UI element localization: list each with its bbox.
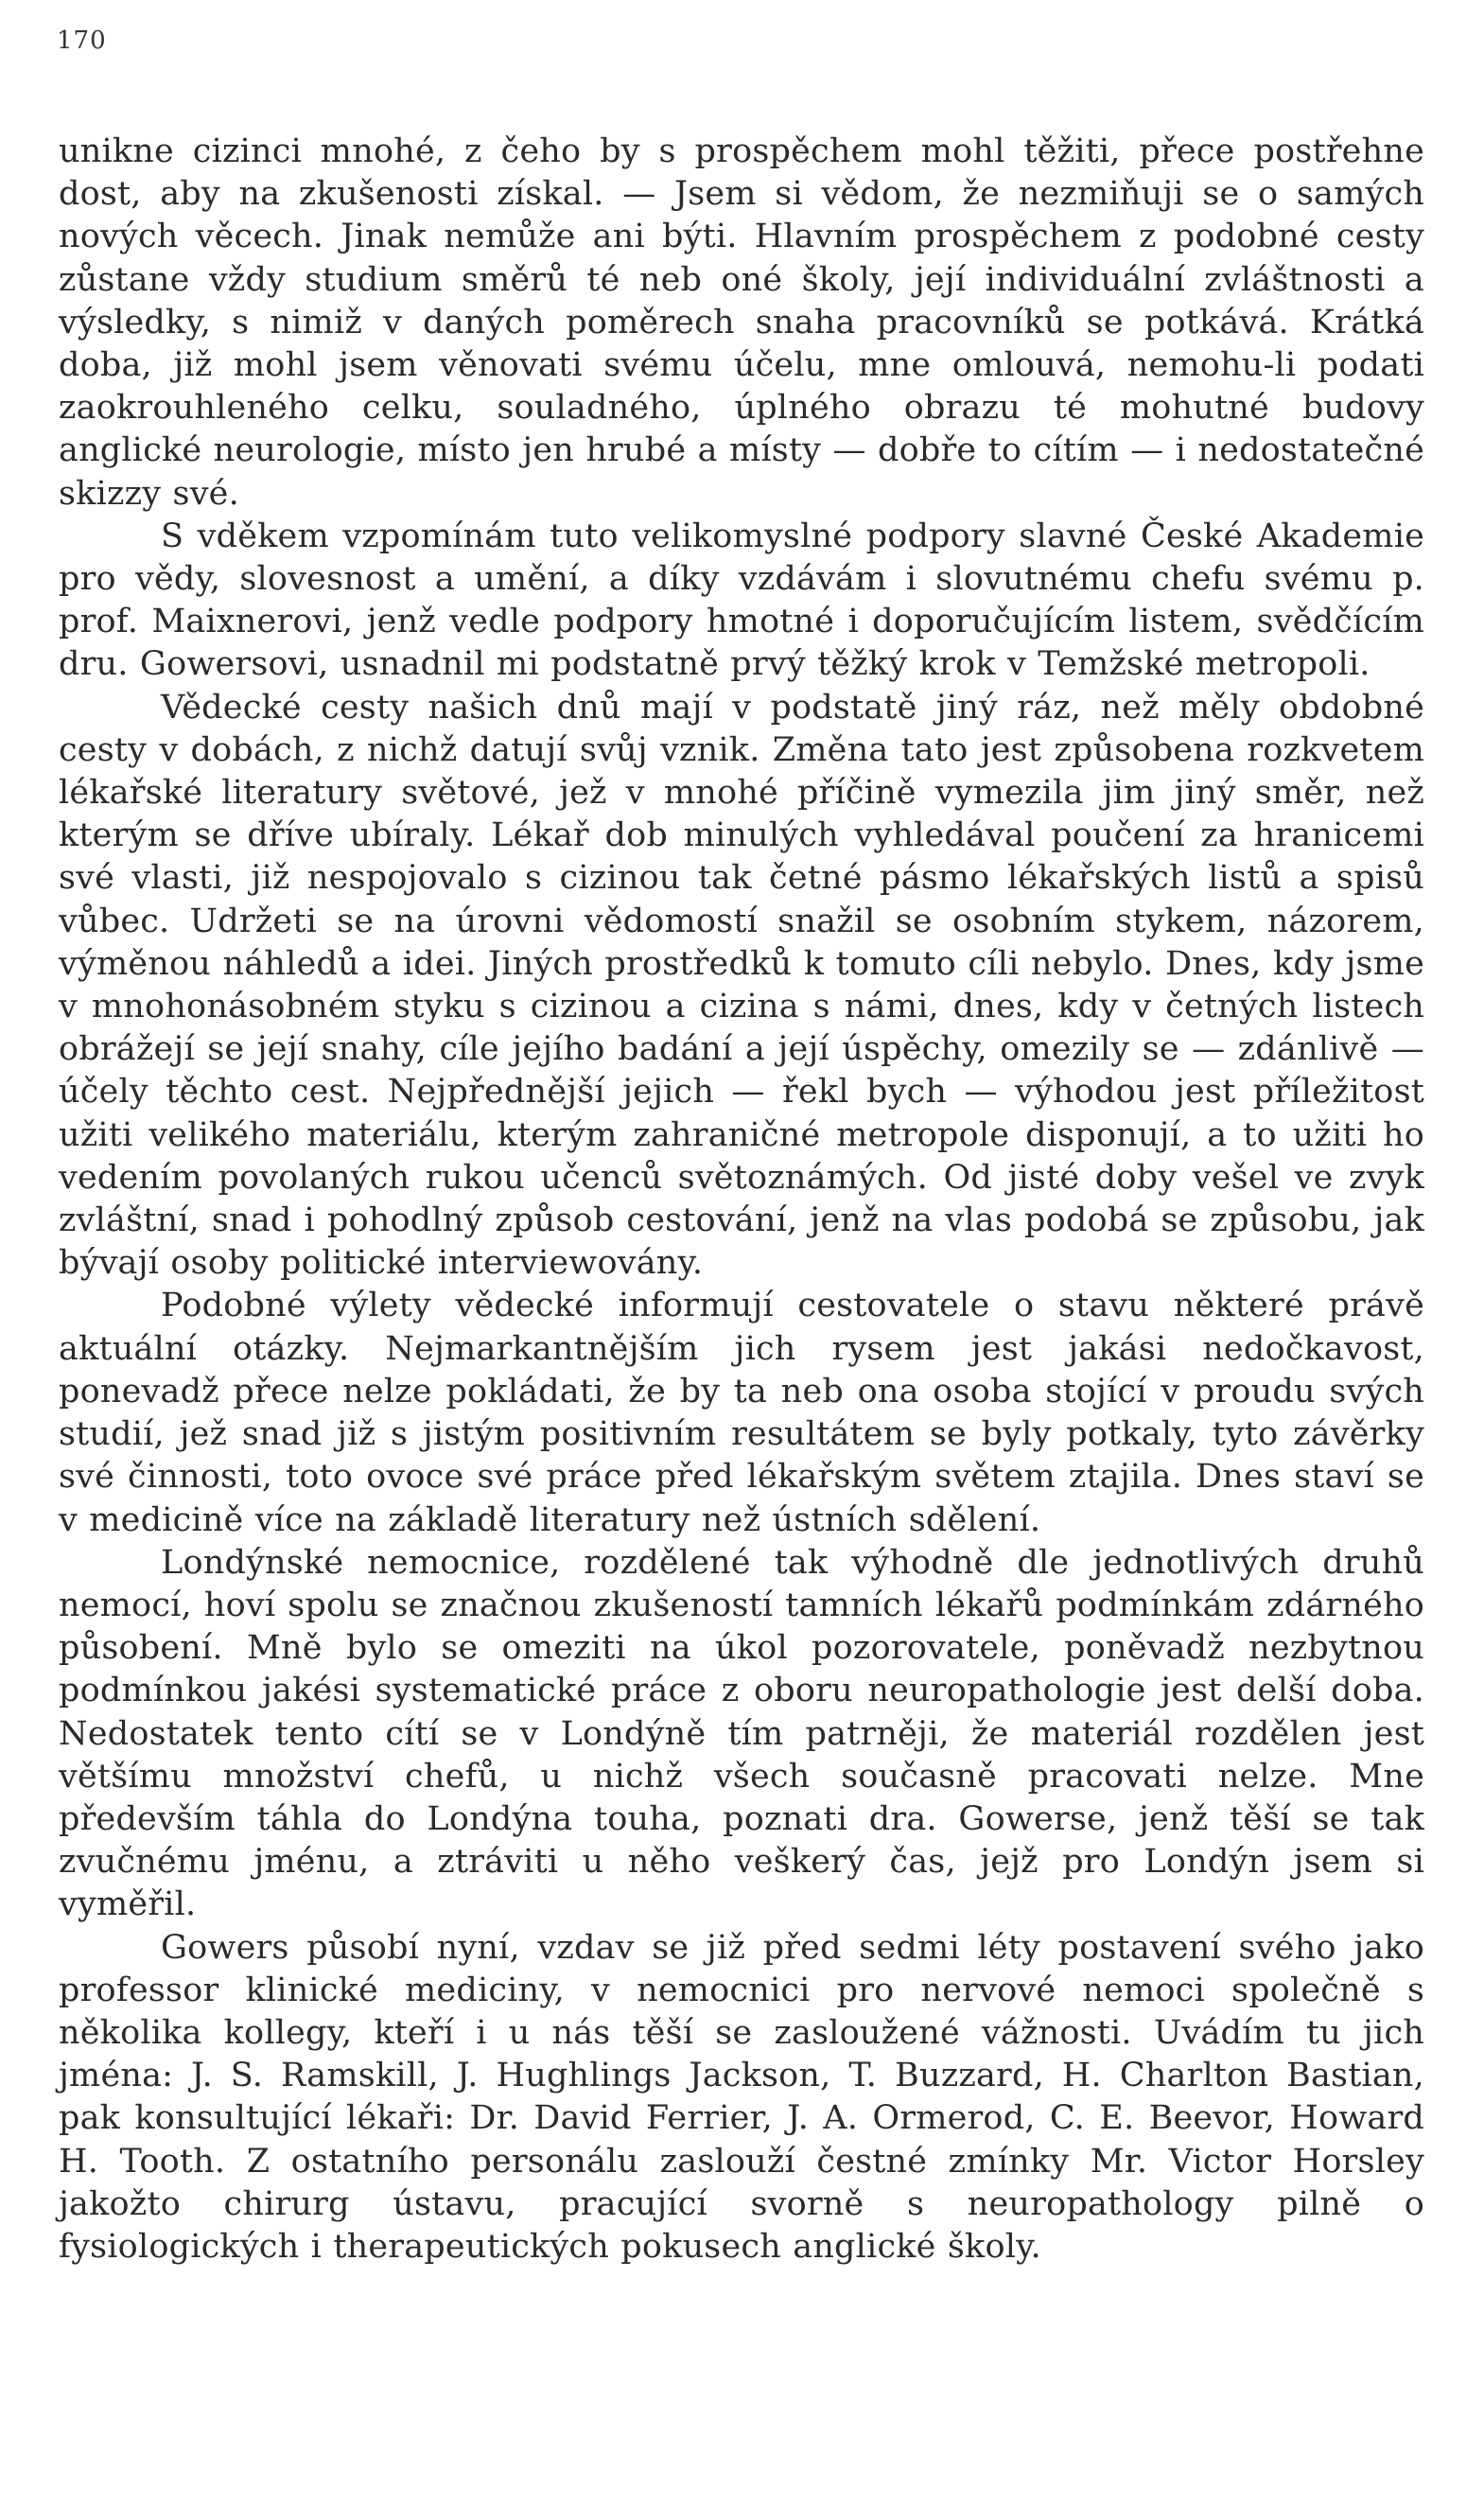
- page-number: 170: [57, 26, 107, 55]
- paragraph-acknowledgement: S vděkem vzpomínám tuto velikomyslné podpory slavné České Akademie pro vědy, slovesnost a umění, a díky vzdávám i slovutnému chefu svému p. prof. Maixnerovi, jenž vedle podpory hmotné i doporučujícím listem, svědčícím dru. Gowersovi, usnadnil mi podstatně prvý těžký krok v Temžské metropoli.: [59, 517, 1424, 684]
- paragraph-london-hospitals: Londýnské nemocnice, rozdělené tak výhodně dle jednotlivých druhů nemocí, hoví spolu se značnou zkušeností tamních lékařů podmínkám zdárného působení. Mně bylo se omeziti na úkol pozorovatele, poněvadž nezbytnou podmínkou jakési systematické práce z oboru neuropathologie jest delší doba. Nedostatek tento cítí se v Londýně tím patrněji, že materiál rozdělen jest většímu množství chefů, u nichž všech současně pracovati nelze. Mne především táhla do Londýna touha, poznati dra. Gowerse, jenž těší se tak zvučnému jménu, a ztráviti u něho veškerý čas, jejž pro Londýn jsem si vyměřil.: [59, 1543, 1424, 1924]
- body-text: [59, 131, 1424, 2269]
- paragraph-gowers: Gowers působí nyní, vzdav se již před sedmi léty postavení svého jako professor klinické mediciny, v nemocnici pro nervové nemoci společně s několika kollegy, kteří i u nás těší se zasloužené vážnosti. Uvádím tu jich jména: J. S. Ramskill, J. Hughlings Jackson, T. Buzzard, H. Charlton Bastian, pak konsultující lékaři: Dr. David Ferrier, J. A. Ormerod, C. E. Beevor, Howard H. Tooth. Z ostatního personálu zaslouží čestné zmínky Mr. Victor Horsley jakožto chirurg ústavu, pracující svorně s neuropathology pilně o fysiologických i therapeutických pokusech anglické školy.: [59, 1928, 1424, 2266]
- paragraph-informative-trips: Podobné výlety vědecké informují cestovatele o stavu některé právě aktuální otázky. Nejmarkantnějším jich rysem jest jakási nedočkavost, ponevadž přece nelze pokládati, že by ta neb ona osoba stojící v proudu svých studií, jež snad již s jistým positivním resultátem se byly potkaly, tyto závěrky své činnosti, toto ovoce své práce před lékařským světem ztajila. Dnes staví se v medicině více na základě literatury než ústních sdělení.: [59, 1287, 1424, 1539]
- paragraph-scientific-travel: Vědecké cesty našich dnů mají v podstatě jiný ráz, než měly obdobné cesty v dobách, z nichž datují svůj vznik. Změna tato jest způsobena rozkvetem lékařské literatury světové, jež v mnohé příčině vymezila jim jiný směr, než kterým se dříve ubíraly. Lékař dob minulých vyhledával poučení za hranicemi své vlasti, již nespojovalo s cizinou tak četné pásmo lékařských listů a spisů vůbec. Udržeti se na úrovni vědomostí snažil se osobním stykem, názorem, výměnou náhledů a idei. Jiných prostředků k tomuto cíli nebylo. Dnes, kdy jsme v mnohonásobném styku s cizinou a cizina s námi, dnes, kdy v četných listech obrážejí se její snahy, cíle jejího badání a její úspěchy, omezily se — zdánlivě — účely těchto cest. Nejpřednější jejich — řekl bych — výhodou jest příležitost užiti velikého materiálu, kterým zahraničné metropole disponují, a to užiti ho vedením povolaných rukou učenců světoznámých. Od jisté doby vešel ve zvyk zvláštní, snad i pohodlný způsob cestování, jenž na vlas podobá se způsobu, jak bývají osoby politické interviewovány.: [59, 688, 1424, 1283]
- paragraph-continuation: unikne cizinci mnohé, z čeho by s prospěchem mohl těžiti, přece postřehne dost, aby na zkušenosti získal. — Jsem si vědom, že nezmiňuji se o samých nových věcech. Jinak nemůže ani býti. Hlavním prospěchem z podobné cesty zůstane vždy studium směrů té neb oné školy, její individuální zvláštnosti a výsledky, s nimiž v daných poměrech snaha pracovníků se potkává. Krátká doba, již mohl jsem věnovati svému účelu, mne omlouvá, nemohu-li podati zaokrouhleného celku, souladného, úplného obrazu té mohutné budovy anglické neurologie, místo jen hrubé a místy — dobře to cítím — i nedostatečné skizzy své.: [59, 132, 1424, 513]
